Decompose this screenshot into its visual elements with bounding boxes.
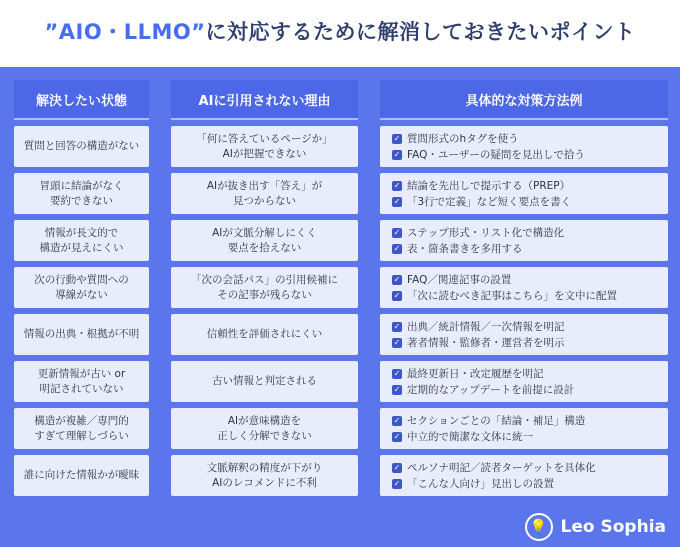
action-item bbox=[392, 147, 585, 163]
checkbox-icon: ✓ bbox=[393, 149, 401, 159]
checkbox-icon: ✓ bbox=[393, 337, 401, 347]
action-text: 質問形式のhタグを使う bbox=[407, 132, 519, 145]
cell-reason: AIが意味構造を 正しく分解できない bbox=[171, 408, 358, 449]
action-text: 著者情報・監修者・運営者を明示 bbox=[407, 336, 565, 349]
cell-actions bbox=[380, 314, 668, 355]
cell-actions bbox=[380, 361, 668, 402]
action-text: ステップ形式・リスト化で構造化 bbox=[407, 226, 565, 239]
checkbox-icon: ✓ bbox=[393, 368, 401, 378]
brand-logo bbox=[525, 513, 666, 541]
points-table bbox=[14, 80, 668, 496]
action-text: 表・箇条書きを多用する bbox=[407, 242, 523, 255]
action-item bbox=[392, 178, 570, 194]
action-item bbox=[392, 272, 511, 288]
action-text: ペルソナ明記／読者ターゲットを具体化 bbox=[407, 461, 596, 474]
title-accent: ”AIO・LLMO” bbox=[44, 20, 206, 44]
cell-state: 更新情報が古い or 明記されていない bbox=[14, 361, 149, 402]
action-text: 「こんな人向け」見出しの設置 bbox=[407, 477, 554, 490]
action-item bbox=[392, 335, 565, 351]
checkbox-icon: ✓ bbox=[393, 431, 401, 441]
cell-actions bbox=[380, 126, 668, 167]
checkbox-icon: ✓ bbox=[393, 415, 401, 425]
cell-state: 情報の出典・根拠が不明 bbox=[14, 314, 149, 355]
action-item bbox=[392, 241, 523, 257]
brand-name: Leo Sophia bbox=[560, 517, 666, 537]
action-item bbox=[392, 382, 574, 398]
action-item bbox=[392, 319, 565, 335]
column-header-reason: AIに引用されない理由 bbox=[171, 80, 358, 120]
checkbox-icon: ✓ bbox=[393, 227, 401, 237]
action-text: 結論を先出しで提示する（PREP） bbox=[407, 179, 571, 192]
cell-state: 情報が長文的で 構造が見えにくい bbox=[14, 220, 149, 261]
checkbox-icon: ✓ bbox=[393, 321, 401, 331]
checkbox-icon: ✓ bbox=[393, 384, 401, 394]
action-text: FAQ／関連記事の設置 bbox=[407, 273, 512, 286]
cell-actions bbox=[380, 267, 668, 308]
cell-actions bbox=[380, 173, 668, 214]
cell-reason: 「何に答えているページか」 AIが把握できない bbox=[171, 126, 358, 167]
checkbox-icon: ✓ bbox=[393, 478, 401, 488]
checkbox-icon: ✓ bbox=[393, 462, 401, 472]
cell-reason: 「次の会話パス」の引用候補に その記事が残らない bbox=[171, 267, 358, 308]
cell-state: 誰に向けた情報かが曖昧 bbox=[14, 455, 149, 496]
cell-state: 次の行動や質問への 導線がない bbox=[14, 267, 149, 308]
lightbulb-icon: 💡 bbox=[525, 513, 553, 541]
page-title bbox=[0, 0, 680, 62]
cell-reason: 文脈解釈の精度が下がり AIのレコメンドに不利 bbox=[171, 455, 358, 496]
action-item bbox=[392, 194, 571, 210]
cell-state: 冒頭に結論がなく 要約できない bbox=[14, 173, 149, 214]
cell-reason: AIが抜き出す「答え」が 見つからない bbox=[171, 173, 358, 214]
action-text: FAQ・ユーザーの疑問を見出しで拾う bbox=[407, 148, 585, 161]
action-text: 「3行で定義」など短く要点を書く bbox=[407, 195, 572, 208]
action-item bbox=[392, 460, 596, 476]
cell-actions bbox=[380, 408, 668, 449]
action-text: 「次に読むべき記事はこちら」を文中に配置 bbox=[407, 289, 617, 302]
action-text: 中立的で簡潔な文体に統一 bbox=[407, 430, 533, 443]
cell-reason: 古い情報と判定される bbox=[171, 361, 358, 402]
action-text: 出典／統計情報／一次情報を明記 bbox=[407, 320, 565, 333]
action-item bbox=[392, 288, 617, 304]
action-item bbox=[392, 476, 554, 492]
column-header-actions: 具体的な対策方法例 bbox=[380, 80, 668, 120]
checkbox-icon: ✓ bbox=[393, 133, 401, 143]
cell-reason: 信頼性を評価されにくい bbox=[171, 314, 358, 355]
cell-reason: AIが文脈分解しにくく 要点を拾えない bbox=[171, 220, 358, 261]
checkbox-icon: ✓ bbox=[393, 274, 401, 284]
checkbox-icon: ✓ bbox=[393, 196, 401, 206]
action-item bbox=[392, 131, 519, 147]
action-text: 定期的なアップデートを前提に設計 bbox=[407, 383, 575, 396]
checkbox-icon: ✓ bbox=[393, 290, 401, 300]
cell-state: 質問と回答の構造がない bbox=[14, 126, 149, 167]
action-item bbox=[392, 225, 564, 241]
checkbox-icon: ✓ bbox=[393, 243, 401, 253]
action-item bbox=[392, 429, 533, 445]
column-header-state: 解決したい状態 bbox=[14, 80, 149, 120]
cell-state: 構造が複雑／専門的 すぎて理解しづらい bbox=[14, 408, 149, 449]
checkbox-icon: ✓ bbox=[393, 180, 401, 190]
action-item bbox=[392, 366, 544, 382]
cell-actions bbox=[380, 455, 668, 496]
title-rest: に対応するために解消しておきたいポイント bbox=[205, 20, 636, 44]
cell-actions bbox=[380, 220, 668, 261]
action-text: 最終更新日・改定履歴を明記 bbox=[407, 367, 544, 380]
action-item bbox=[392, 413, 585, 429]
action-text: セクションごとの「結論・補足」構造 bbox=[407, 414, 586, 427]
